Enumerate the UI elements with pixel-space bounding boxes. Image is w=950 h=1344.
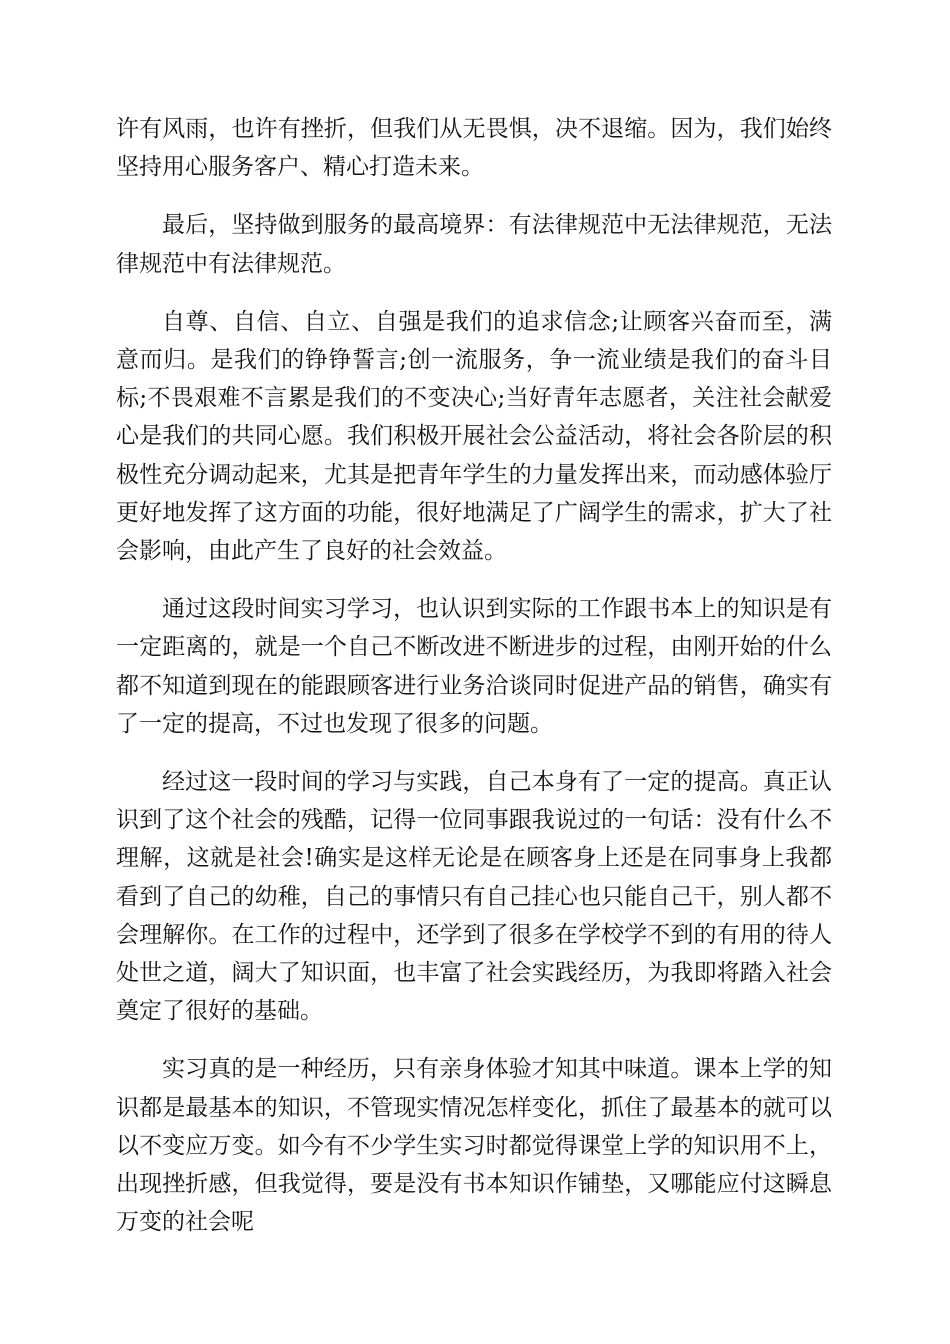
paragraph-5: 经过这一段时间的学习与实践，自己本身有了一定的提高。真正认识到了这个社会的残酷，记得一位同事跟我说过的一句话：没有什么不理解，这就是社会!确实是这样无论是在顾客身上还是在同事身上我都看到了自己的幼稚，自己的事情只有自己挂心也只能自己干，别人都不会理解你。在工作的过程中，还学到了很多在学校学不到的有用的待人处世之道，阔大了知识面，也丰富了社会实践经历，为我即将踏入社会奠定了很好的基础。 [116, 769, 832, 1025]
paragraph-1: 许有风雨，也许有挫折，但我们从无畏惧，决不退缩。因为，我们始终坚持用心服务客户、精心打造未来。 [116, 116, 832, 181]
paragraph-4: 通过这段时间实习学习，也认识到实际的工作跟书本上的知识是有一定距离的，就是一个自己不断改进不断进步的过程，由刚开始的什么都不知道到现在的能跟顾客进行业务洽谈同时促进产品的销售，确实有了一定的提高，不过也发现了很多的问题。 [116, 596, 832, 737]
document-body [116, 110, 832, 1261]
paragraph-6: 实习真的是一种经历，只有亲身体验才知其中味道。课本上学的知识都是最基本的知识，不管现实情况怎样变化，抓住了最基本的就可以以不变应万变。如今有不少学生实习时都觉得课堂上学的知识用不上，出现挫折感，但我觉得，要是没有书本知识作铺垫，又哪能应付这瞬息万变的社会呢 [116, 1056, 832, 1236]
paragraph-3: 自尊、自信、自立、自强是我们的追求信念;让顾客兴奋而至，满意而归。是我们的铮铮誓言;创一流服务，争一流业绩是我们的奋斗目标;不畏艰难不言累是我们的不变决心;当好青年志愿者，关注社会献爱心是我们的共同心愿。我们积极开展社会公益活动，将社会各阶层的积极性充分调动起来，尤其是把青年学生的力量发挥出来，而动感体验厅更好地发挥了这方面的功能，很好地满足了广阔学生的需求，扩大了社会影响，由此产生了良好的社会效益。 [116, 308, 832, 565]
paragraph-2: 最后，坚持做到服务的最高境界：有法律规范中无法律规范，无法律规范中有法律规范。 [116, 212, 832, 277]
